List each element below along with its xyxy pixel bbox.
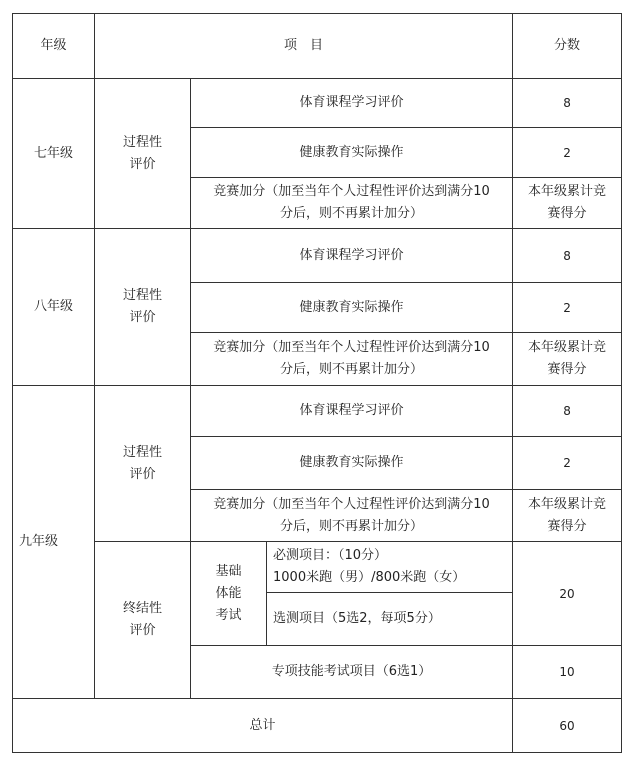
header-score: 分数: [513, 14, 622, 79]
health-edu-label: 健康教育实际操作: [191, 437, 513, 490]
course-eval-label: 体育课程学习评价: [191, 79, 513, 128]
contest-bonus-score: 本年级累计竞 赛得分: [513, 490, 622, 542]
contest-bonus-label: 竞赛加分（加至当年个人过程性评价达到满分10 分后，则不再累计加分）: [191, 333, 513, 386]
total-score: 60: [513, 699, 622, 753]
health-edu-score: 2: [513, 437, 622, 490]
score-table: [12, 13, 622, 753]
grade-cell-7: 七年级: [13, 79, 95, 229]
skill-exam-score: 10: [513, 646, 622, 699]
optional-items-cell: 选测项目（5选2，每项5分）: [267, 593, 513, 646]
course-eval-label: 体育课程学习评价: [191, 386, 513, 437]
contest-bonus-label: 竞赛加分（加至当年个人过程性评价达到满分10 分后，则不再累计加分）: [191, 490, 513, 542]
health-edu-label: 健康教育实际操作: [191, 283, 513, 333]
basic-exam-score: 20: [513, 542, 622, 646]
skill-exam-label: 专项技能考试项目（6选1）: [191, 646, 513, 699]
contest-bonus-score: 本年级累计竞 赛得分: [513, 333, 622, 386]
basic-exam-cell: 基础 体能 考试: [191, 542, 267, 646]
required-items-cell: 必测项目：（10分） 1000米跑（男）/800米跑（女）: [267, 542, 513, 593]
course-eval-score: 8: [513, 79, 622, 128]
contest-bonus-score: 本年级累计竞 赛得分: [513, 178, 622, 229]
header-row: [13, 14, 622, 79]
process-eval-cell: 过程性 评价: [95, 79, 191, 229]
total-label: 总计: [13, 699, 513, 753]
total-row: [13, 699, 622, 753]
header-grade: 年级: [13, 14, 95, 79]
course-eval-score: 8: [513, 229, 622, 283]
table-row: [13, 229, 622, 283]
health-edu-score: 2: [513, 128, 622, 178]
health-edu-score: 2: [513, 283, 622, 333]
course-eval-score: 8: [513, 386, 622, 437]
final-eval-cell: 终结性 评价: [95, 542, 191, 699]
process-eval-cell: 过程性 评价: [95, 229, 191, 386]
process-eval-cell: 过程性 评价: [95, 386, 191, 542]
table-row: [13, 386, 622, 437]
header-item: 项 目: [95, 14, 513, 79]
health-edu-label: 健康教育实际操作: [191, 128, 513, 178]
contest-bonus-label: 竞赛加分（加至当年个人过程性评价达到满分10 分后，则不再累计加分）: [191, 178, 513, 229]
grade-cell-8: 八年级: [13, 229, 95, 386]
table-row: [13, 542, 622, 593]
grade-cell-9: 九年级: [13, 386, 95, 699]
course-eval-label: 体育课程学习评价: [191, 229, 513, 283]
table-row: [13, 79, 622, 128]
